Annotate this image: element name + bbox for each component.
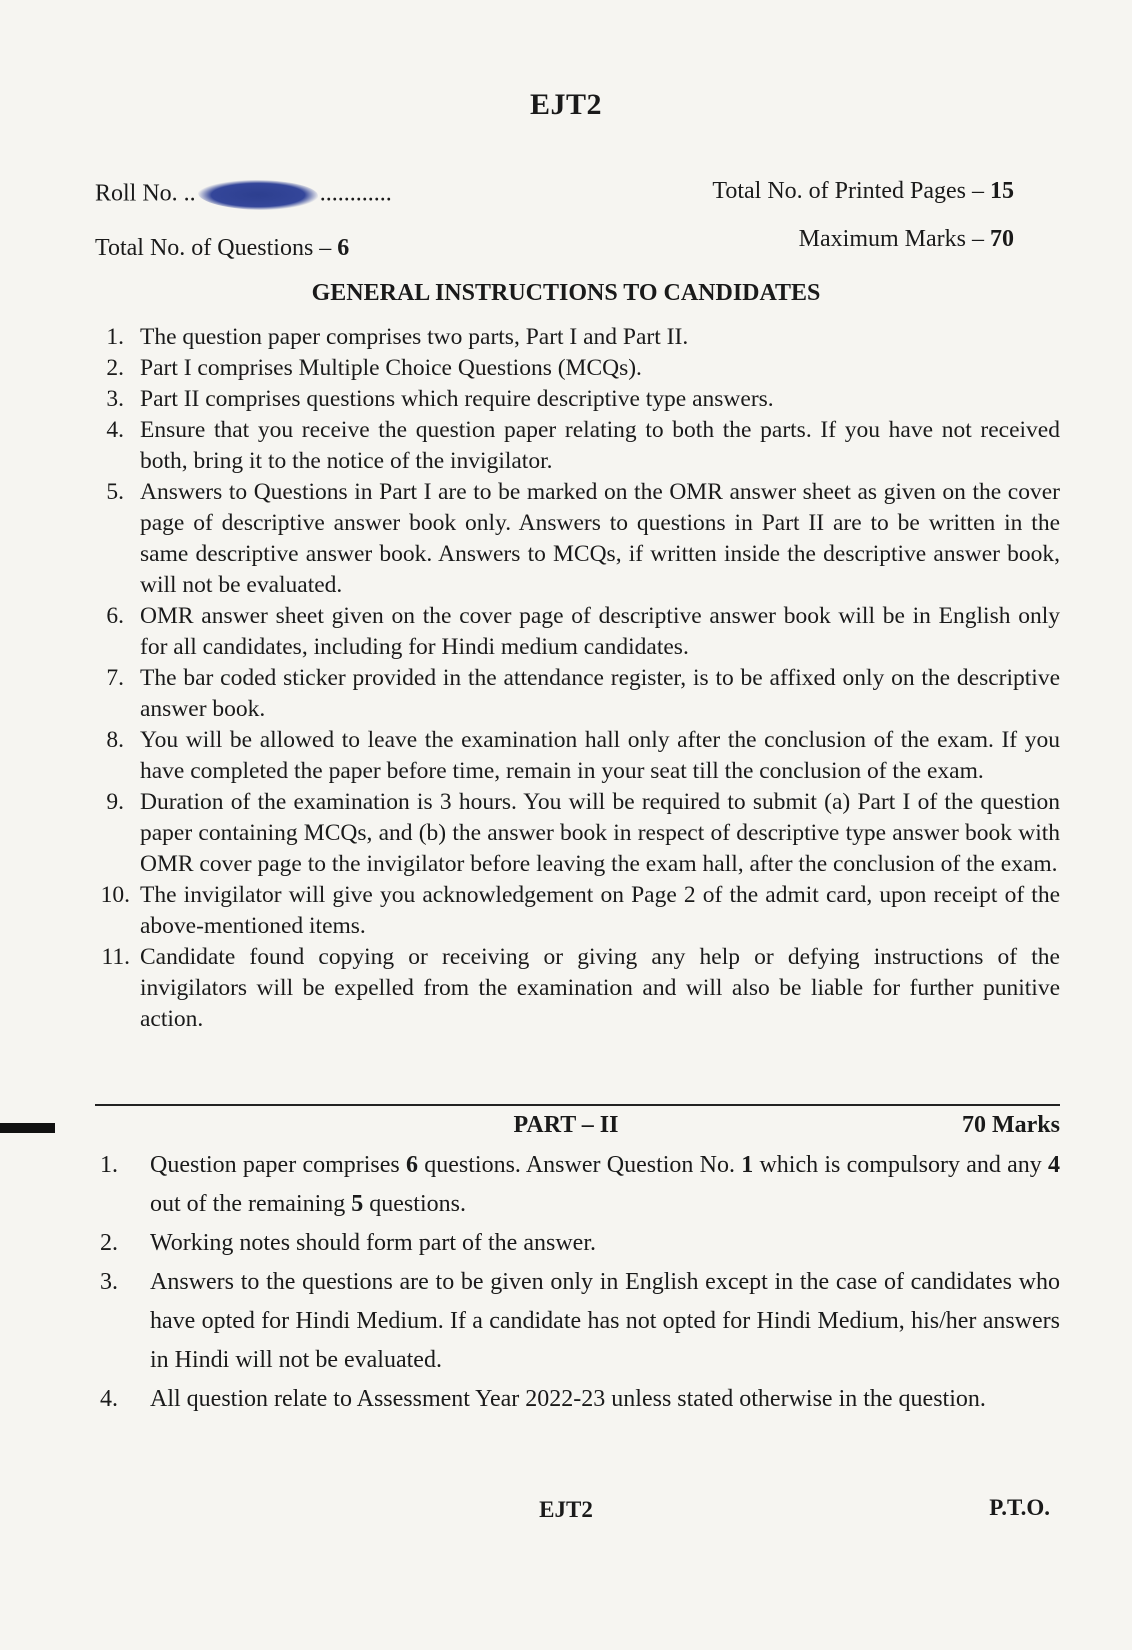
instruction-text: Part I comprises Multiple Choice Questions (MCQs). — [140, 355, 642, 381]
part-two-instructions-list — [88, 1146, 1060, 1419]
instruction-item — [88, 725, 1060, 787]
printed-pages-label: Total No. of Printed Pages – — [712, 178, 984, 204]
instruction-item — [88, 787, 1060, 880]
instruction-text: You will be allowed to leave the examination hall only after the conclusion of the exam. If you have completed the paper before time, remain in your seat till the conclusion of the exam. — [140, 727, 1060, 784]
instruction-item — [88, 601, 1060, 663]
instruction-number: 5. — [106, 479, 124, 505]
please-turn-over: P.T.O. — [989, 1495, 1050, 1520]
part-two-number: 3. — [100, 1269, 118, 1295]
part-two-heading: PART – II — [513, 1112, 619, 1138]
instruction-number: 4. — [106, 417, 124, 443]
part-two-number: 2. — [100, 1230, 118, 1256]
part-two-item — [88, 1224, 1060, 1263]
general-instructions-list — [88, 322, 1060, 1035]
roll-dots: ............ — [319, 180, 392, 207]
instruction-text: The invigilator will give you acknowledgement on Page 2 of the admit card, upon receipt of the above-mentioned items. — [140, 882, 1060, 939]
instruction-text: Answers to Questions in Part I are to be marked on the OMR answer sheet as given on the cover page of descriptive answer book only. Answers to questions in Part II are to be written in the same descriptive answer book. Answers to MCQs, if written inside the descriptive answer book, will not be evaluated. — [140, 479, 1060, 598]
maximum-marks-value: 70 — [990, 226, 1014, 252]
instruction-item — [88, 942, 1060, 1035]
instruction-number: 8. — [106, 727, 124, 753]
instruction-text: The bar coded sticker provided in the attendance register, is to be affixed only on the descriptive answer book. — [140, 665, 1060, 722]
instruction-number: 7. — [106, 665, 124, 691]
instruction-number: 11. — [101, 944, 130, 970]
printed-pages — [712, 178, 1014, 205]
instruction-text: Candidate found copying or receiving or giving any help or defying instructions of the invigilators will be expelled from the examination and will also be liable for further punitive action. — [140, 944, 1060, 1032]
instruction-item — [88, 415, 1060, 477]
instruction-item — [88, 384, 1060, 415]
part-two-marks: 70 Marks — [962, 1112, 1060, 1138]
instruction-number: 6. — [106, 603, 124, 629]
instruction-number: 10. — [100, 882, 130, 908]
section-divider — [95, 1104, 1060, 1106]
part-two-number: 1. — [100, 1152, 118, 1178]
roll-label: Roll No. .. — [95, 180, 196, 207]
part-two-text: Answers to the questions are to be given only in English except in the case of candidates who have opted for Hindi Medium. If a candidate has not opted for Hindi Medium, his/her answers in Hindi will not be evaluated. — [150, 1269, 1060, 1373]
total-questions — [95, 235, 349, 262]
instruction-item — [88, 663, 1060, 725]
redacted-roll-scribble — [198, 180, 318, 210]
instruction-text: Ensure that you receive the question paper relating to both the parts. If you have not received both, bring it to the notice of the invigilator. — [140, 417, 1060, 474]
total-questions-value: 6 — [337, 235, 350, 261]
instruction-item — [88, 880, 1060, 942]
part-two-number: 4. — [100, 1386, 118, 1412]
instruction-number: 3. — [106, 386, 124, 412]
instruction-text: OMR answer sheet given on the cover page of descriptive answer book will be in English only for all candidates, including for Hindi medium candidates. — [140, 603, 1060, 660]
instruction-number: 9. — [106, 789, 124, 815]
part-two-item — [88, 1380, 1060, 1419]
instruction-item — [88, 477, 1060, 601]
instruction-text: Part II comprises questions which require descriptive type answers. — [140, 386, 774, 412]
part-two-text: Working notes should form part of the answer. — [150, 1230, 596, 1256]
instruction-text: The question paper comprises two parts, Part I and Part II. — [140, 324, 689, 350]
total-questions-label: Total No. of Questions – — [95, 235, 332, 261]
paper-code-header: EJT2 — [529, 88, 603, 121]
maximum-marks-label: Maximum Marks – — [798, 226, 984, 252]
part-two-text: All question relate to Assessment Year 2022-23 unless stated otherwise in the question. — [150, 1386, 986, 1412]
instruction-item — [88, 353, 1060, 384]
instruction-number: 2. — [106, 355, 124, 381]
general-instructions-heading: GENERAL INSTRUCTIONS TO CANDIDATES — [311, 280, 821, 306]
paper-code-footer: EJT2 — [539, 1497, 593, 1522]
part-two-text: Question paper comprises 6 questions. Answer Question No. 1 which is compulsory and any 4 out of the remaining 5 questions. — [150, 1152, 1060, 1217]
instruction-text: Duration of the examination is 3 hours. You will be required to submit (a) Part I of the question paper containing MCQs, and (b) the answer book in respect of descriptive type answer book with OMR cover page to the invigilator before leaving the exam hall, after the conclusion of the exam. — [140, 789, 1060, 877]
instruction-item — [88, 322, 1060, 353]
instruction-number: 1. — [106, 324, 124, 350]
part-two-item — [88, 1146, 1060, 1224]
roll-number — [95, 180, 392, 210]
part-two-item — [88, 1263, 1060, 1380]
maximum-marks — [799, 226, 1014, 253]
printed-pages-value: 15 — [990, 178, 1014, 204]
